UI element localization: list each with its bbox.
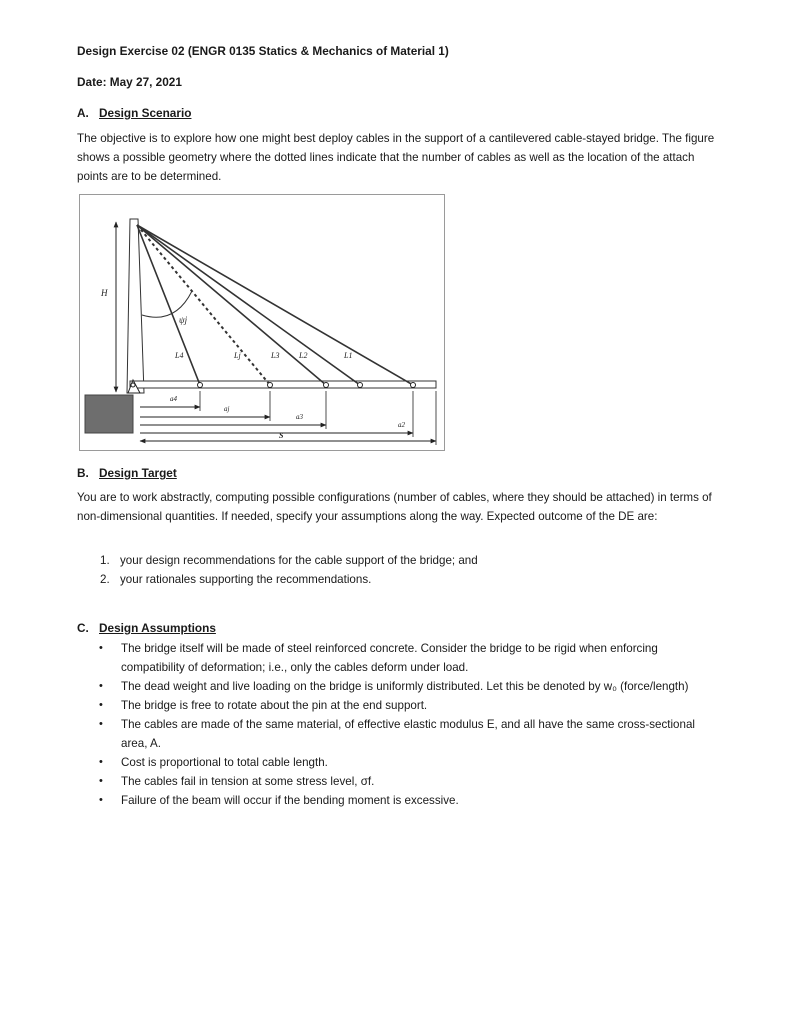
bullet-icon: • bbox=[99, 699, 103, 711]
section-b-list bbox=[100, 551, 700, 589]
document-date: Date: May 27, 2021 bbox=[77, 75, 182, 89]
list-item-number: 1. bbox=[100, 554, 110, 567]
list-item-text: your design recommendations for the cable support of the bridge; and bbox=[120, 554, 478, 567]
label-aj: aj bbox=[224, 405, 230, 413]
list-item-text: Failure of the beam will occur if the bending moment is excessive. bbox=[121, 794, 459, 807]
section-a-body: The objective is to explore how one might best deploy cables in the support of a cantilevered cable-stayed bridge. The figure shows a possible geometry where the dotted lines indicate that the number of cables as well as the location of the attach points are to be determined. bbox=[77, 132, 715, 183]
psi-label: ψj bbox=[179, 315, 188, 325]
bullet-icon: • bbox=[99, 642, 103, 654]
label-a4: a4 bbox=[170, 395, 177, 403]
section-a-heading bbox=[77, 106, 191, 120]
list-item bbox=[100, 551, 700, 570]
list-item bbox=[97, 696, 717, 715]
list-item bbox=[97, 791, 717, 810]
section-a-title: Design Scenario bbox=[99, 106, 192, 120]
ground-block bbox=[85, 395, 133, 433]
bullet-icon: • bbox=[99, 718, 103, 730]
label-a3: a3 bbox=[296, 413, 303, 421]
section-c-letter: C. bbox=[77, 621, 89, 635]
label-l1: L1 bbox=[344, 351, 353, 360]
cable-lj bbox=[137, 225, 270, 385]
list-item bbox=[97, 677, 717, 696]
list-item-text: your rationales supporting the recommendations. bbox=[120, 573, 372, 586]
cable-l2 bbox=[137, 225, 360, 385]
attach-point-4 bbox=[198, 383, 203, 388]
attach-point-1 bbox=[411, 383, 416, 388]
bullet-icon: • bbox=[99, 680, 103, 692]
attach-point-3 bbox=[324, 383, 329, 388]
h-label: H bbox=[101, 288, 108, 298]
cable-l3 bbox=[137, 225, 326, 385]
tower bbox=[127, 219, 144, 393]
attach-point-2 bbox=[358, 383, 363, 388]
psi-arc bbox=[142, 291, 192, 317]
list-item bbox=[100, 570, 700, 589]
attach-point-j bbox=[268, 383, 273, 388]
cable-l1 bbox=[137, 225, 413, 385]
label-lj: Lj bbox=[234, 351, 241, 360]
list-item-text: Cost is proportional to total cable length. bbox=[121, 756, 328, 769]
list-item-text: The bridge itself will be made of steel reinforced concrete. Consider the bridge to be rigid when enforcing compatibility of deformation; i.e., only the cables deform under load. bbox=[121, 642, 658, 674]
section-c-heading bbox=[77, 621, 216, 635]
list-item bbox=[97, 715, 717, 753]
section-b-body: You are to work abstractly, computing possible configurations (number of cables, where they should be attached) in terms of non-dimensional quantities. If needed, specify your assumptions along the way. Expected outcome of the DE are: bbox=[77, 491, 712, 523]
list-item-text: The dead weight and live loading on the bridge is uniformly distributed. Let this be denoted by w₀ (force/length) bbox=[121, 680, 689, 693]
section-c-title: Design Assumptions bbox=[99, 621, 216, 635]
section-b-letter: B. bbox=[77, 466, 89, 480]
label-l3: L3 bbox=[271, 351, 280, 360]
list-item-text: The cables fail in tension at some stress level, σf. bbox=[121, 775, 375, 788]
list-item-text: The bridge is free to rotate about the pin at the end support. bbox=[121, 699, 428, 712]
section-b-heading bbox=[77, 466, 177, 480]
cable-l4 bbox=[137, 225, 200, 385]
bridge-deck bbox=[130, 381, 436, 388]
list-item bbox=[97, 639, 717, 677]
list-item bbox=[97, 772, 717, 791]
bullet-icon: • bbox=[99, 756, 103, 768]
list-item bbox=[97, 753, 717, 772]
bullet-icon: • bbox=[99, 775, 103, 787]
label-l2: L2 bbox=[299, 351, 308, 360]
label-s: S bbox=[279, 431, 284, 440]
label-l4: L4 bbox=[175, 351, 184, 360]
section-c-list bbox=[97, 639, 717, 810]
section-a-letter: A. bbox=[77, 106, 89, 120]
label-a2: a2 bbox=[398, 421, 405, 429]
section-b-title: Design Target bbox=[99, 466, 177, 480]
list-item-number: 2. bbox=[100, 573, 110, 586]
document-title: Design Exercise 02 (ENGR 0135 Statics & Mechanics of Material 1) bbox=[77, 44, 449, 58]
bullet-icon: • bbox=[99, 794, 103, 806]
cables bbox=[137, 225, 413, 385]
bridge-figure bbox=[79, 194, 445, 451]
list-item-text: The cables are made of the same material, of effective elastic modulus E, and all have the same cross-sectional area, A. bbox=[121, 718, 695, 750]
bridge-diagram bbox=[80, 195, 444, 450]
